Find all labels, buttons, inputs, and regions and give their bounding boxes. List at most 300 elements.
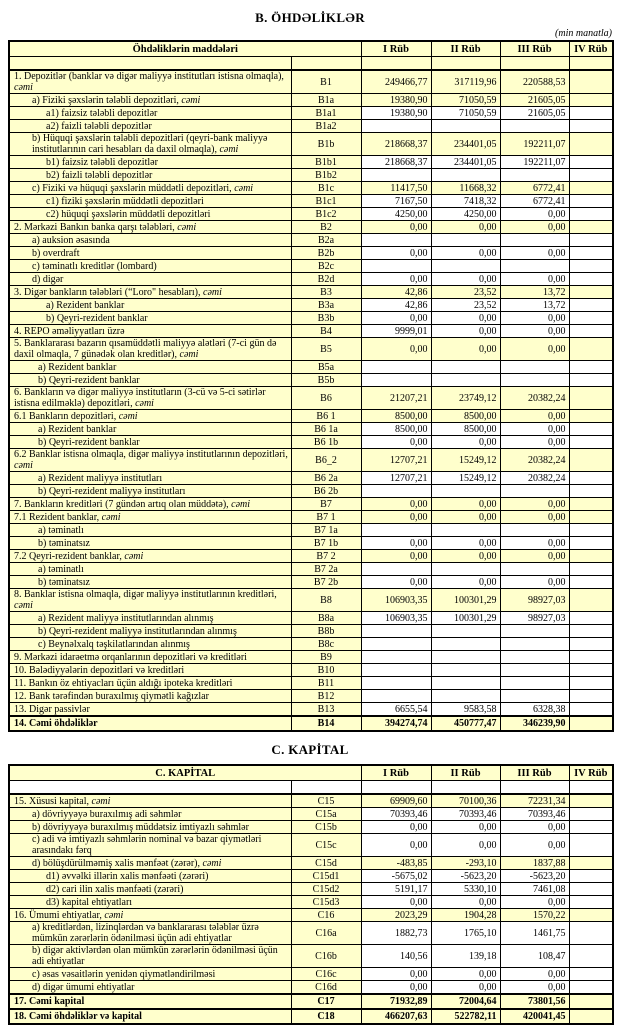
table-row-B6_2 — [9, 449, 613, 472]
row-code: B1c — [291, 182, 361, 195]
value-q4 — [569, 208, 613, 221]
row-label: 11. Bankın öz ehtiyacları üçün aldığı ipoteka kreditləri — [9, 677, 291, 690]
value-q2: 1765,10 — [431, 922, 500, 945]
row-code: B5a — [291, 361, 361, 374]
row-label — [9, 57, 291, 71]
table-row-B7_1b — [9, 537, 613, 550]
row-code: C16 — [291, 909, 361, 922]
row-code: B7 1 — [291, 511, 361, 524]
value-q2: 0,00 — [431, 576, 500, 589]
value-q3: 6328,38 — [500, 703, 569, 717]
value-q4 — [569, 325, 613, 338]
row-code: B5 — [291, 338, 361, 361]
label-italic-suffix: cəmi — [118, 410, 138, 422]
row-code: B8b — [291, 625, 361, 638]
row-label: 3. Digər bankların tələbləri (“Loro" hesabları), cəmi — [9, 286, 291, 299]
value-q4 — [569, 690, 613, 703]
row-code: B1a1 — [291, 107, 361, 120]
value-q1: 0,00 — [361, 247, 431, 260]
value-q4 — [569, 472, 613, 485]
value-q4 — [569, 981, 613, 995]
value-q3: 0,00 — [500, 436, 569, 449]
row-code: B6 — [291, 387, 361, 410]
row-code — [291, 57, 361, 71]
unit-note: (min manatla) — [555, 28, 612, 39]
value-q4 — [569, 909, 613, 922]
row-code: B6_2 — [291, 449, 361, 472]
value-q4 — [569, 94, 613, 107]
value-q4 — [569, 374, 613, 387]
row-label: a) Rezident maliyyə institutları — [9, 472, 291, 485]
row-label: 17. Cəmi kapital — [9, 994, 291, 1009]
value-q2 — [431, 638, 500, 651]
row-label: b) təminatsız — [9, 576, 291, 589]
table-row-B2b — [9, 247, 613, 260]
row-label: d1) əvvəlki illərin xalis mənfəəti (zərəri) — [9, 870, 291, 883]
value-q2: 15249,12 — [431, 449, 500, 472]
value-q4 — [569, 638, 613, 651]
table-row-B5b — [9, 374, 613, 387]
column-header-q1: I Rüb — [361, 765, 431, 781]
spacer-row — [9, 57, 613, 71]
value-q4 — [569, 234, 613, 247]
value-q3: 98927,03 — [500, 589, 569, 612]
value-q4 — [569, 625, 613, 638]
row-label: d) digər ümumi ehtiyatlar — [9, 981, 291, 995]
table-row-B6_1 — [9, 410, 613, 423]
row-code: B6 2b — [291, 485, 361, 498]
row-code: C16d — [291, 981, 361, 995]
value-q1 — [361, 690, 431, 703]
value-q3: 13,72 — [500, 299, 569, 312]
row-label: b) overdraft — [9, 247, 291, 260]
row-label: 1. Depozitlər (banklar və digər maliyyə institutları istisna olmaqla), cəmi — [9, 70, 291, 94]
value-q2: 72004,64 — [431, 994, 500, 1009]
row-label: b1) faizsiz tələbli depozitlər — [9, 156, 291, 169]
value-q1: 0,00 — [361, 981, 431, 995]
value-q2: 234401,05 — [431, 133, 500, 156]
column-header-q1: I Rüb — [361, 41, 431, 57]
row-label: b) Qeyri-rezident maliyyə institutları — [9, 485, 291, 498]
row-code: B12 — [291, 690, 361, 703]
value-q1: 12707,21 — [361, 472, 431, 485]
value-q2: 70393,46 — [431, 808, 500, 821]
value-q2 — [431, 651, 500, 664]
value-q2: 0,00 — [431, 498, 500, 511]
value-q3: 20382,24 — [500, 387, 569, 410]
value-q4 — [569, 883, 613, 896]
value-q1: 0,00 — [361, 896, 431, 909]
value-q2: 5330,10 — [431, 883, 500, 896]
value-q2: 234401,05 — [431, 156, 500, 169]
value-q4 — [569, 896, 613, 909]
value-q1 — [361, 374, 431, 387]
value-q4 — [569, 664, 613, 677]
value-q2: 8500,00 — [431, 423, 500, 436]
row-code: B9 — [291, 651, 361, 664]
value-q1: 1882,73 — [361, 922, 431, 945]
value-q1: 106903,35 — [361, 589, 431, 612]
value-q3: 0,00 — [500, 550, 569, 563]
value-q1 — [361, 485, 431, 498]
value-q2: 71050,59 — [431, 94, 500, 107]
row-code: B1b2 — [291, 169, 361, 182]
value-q1: 0,00 — [361, 498, 431, 511]
table-row-B7 — [9, 498, 613, 511]
table-row-C17 — [9, 994, 613, 1009]
row-code: B1b — [291, 133, 361, 156]
value-q3: 0,00 — [500, 273, 569, 286]
row-label: a) Rezident banklar — [9, 423, 291, 436]
value-q2: 4250,00 — [431, 208, 500, 221]
value-q2: 522782,11 — [431, 1009, 500, 1024]
value-q3 — [500, 361, 569, 374]
value-q3 — [500, 485, 569, 498]
value-q1 — [361, 57, 431, 71]
value-q2: 9583,58 — [431, 703, 500, 717]
value-q4 — [569, 994, 613, 1009]
table-row-C15 — [9, 794, 613, 808]
value-q1 — [361, 234, 431, 247]
section-c-title: C. KAPİTAL — [271, 742, 349, 757]
value-q3: 420041,45 — [500, 1009, 569, 1024]
value-q1: 106903,35 — [361, 612, 431, 625]
value-q1: 8500,00 — [361, 423, 431, 436]
value-q1: 249466,77 — [361, 70, 431, 94]
value-q3 — [500, 690, 569, 703]
value-q3: 13,72 — [500, 286, 569, 299]
table-row-B9 — [9, 651, 613, 664]
value-q1: 218668,37 — [361, 156, 431, 169]
value-q3: 0,00 — [500, 498, 569, 511]
value-q1 — [361, 563, 431, 576]
value-q1: 42,86 — [361, 299, 431, 312]
value-q2 — [431, 374, 500, 387]
value-q1: 0,00 — [361, 537, 431, 550]
value-q4 — [569, 716, 613, 731]
row-label: 10. Bələdiyyələrin depozitləri və kreditləri — [9, 664, 291, 677]
value-q2: 0,00 — [431, 247, 500, 260]
value-q2: 70100,36 — [431, 794, 500, 808]
row-label: 6. Bankların və digər maliyyə institutların (3-cü və 5-ci sətirlər istisna edilməklə) depozitləri, cəmi — [9, 387, 291, 410]
row-code: B6 1 — [291, 410, 361, 423]
table-row-B2a — [9, 234, 613, 247]
table-row-B1b1 — [9, 156, 613, 169]
value-q1 — [361, 120, 431, 133]
value-q2: -293,10 — [431, 857, 500, 870]
value-q4 — [569, 423, 613, 436]
capital-header-row — [9, 765, 613, 781]
value-q3: 6772,41 — [500, 195, 569, 208]
value-q4 — [569, 195, 613, 208]
spacer-row — [9, 781, 613, 795]
row-label: c) adi və imtiyazlı səhmlərin nominal və bazar qiymətləri arasındakı fərq — [9, 834, 291, 857]
table-row-B1c — [9, 182, 613, 195]
row-code — [291, 781, 361, 795]
table-row-B5a — [9, 361, 613, 374]
row-label: b) Qeyri-rezident maliyyə institutlarından alınmış — [9, 625, 291, 638]
table-row-B6_2b — [9, 485, 613, 498]
table-row-B6_1b — [9, 436, 613, 449]
value-q4 — [569, 808, 613, 821]
row-label: d) bölüşdürülməmiş xalis mənfəət (zərər), cəmi — [9, 857, 291, 870]
value-q2 — [431, 260, 500, 273]
row-code: B2d — [291, 273, 361, 286]
value-q1: 12707,21 — [361, 449, 431, 472]
value-q2: 7418,32 — [431, 195, 500, 208]
table-row-C16a — [9, 922, 613, 945]
value-q3 — [500, 651, 569, 664]
value-q2: 23,52 — [431, 299, 500, 312]
value-q1: 71932,89 — [361, 994, 431, 1009]
table-row-B1 — [9, 70, 613, 94]
value-q1: 466207,63 — [361, 1009, 431, 1024]
value-q2: 100301,29 — [431, 612, 500, 625]
value-q4 — [569, 410, 613, 423]
row-label: a2) faizli tələbli depozitlər — [9, 120, 291, 133]
value-q3: 20382,24 — [500, 449, 569, 472]
row-code: B1b1 — [291, 156, 361, 169]
value-q1 — [361, 524, 431, 537]
value-q1: 6655,54 — [361, 703, 431, 717]
row-label: d) digər — [9, 273, 291, 286]
row-code: B14 — [291, 716, 361, 731]
value-q2: 1904,28 — [431, 909, 500, 922]
row-code: C17 — [291, 994, 361, 1009]
value-q2: 0,00 — [431, 981, 500, 995]
row-label: 12. Bank tərəfindən buraxılmış qiymətli kağızlar — [9, 690, 291, 703]
value-q2: 0,00 — [431, 550, 500, 563]
value-q3: 0,00 — [500, 981, 569, 995]
value-q2 — [431, 563, 500, 576]
row-code: B4 — [291, 325, 361, 338]
table-row-B6 — [9, 387, 613, 410]
row-code: B8a — [291, 612, 361, 625]
label-italic-suffix: cəmi — [179, 349, 199, 360]
row-code: B7 — [291, 498, 361, 511]
table-row-B2 — [9, 221, 613, 234]
value-q2 — [431, 169, 500, 182]
row-code: B7 1a — [291, 524, 361, 537]
column-header-q3: III Rüb — [500, 765, 569, 781]
table-row-B3 — [9, 286, 613, 299]
value-q3: 6772,41 — [500, 182, 569, 195]
value-q4 — [569, 537, 613, 550]
value-q1: 394274,74 — [361, 716, 431, 731]
value-q2 — [431, 664, 500, 677]
value-q4 — [569, 260, 613, 273]
table-row-B1b — [9, 133, 613, 156]
value-q3 — [500, 374, 569, 387]
value-q2 — [431, 120, 500, 133]
value-q4 — [569, 781, 613, 795]
row-label: 6.1 Bankların depozitləri, cəmi — [9, 410, 291, 423]
table-row-B5 — [9, 338, 613, 361]
column-header-q4: IV Rüb — [569, 765, 613, 781]
value-q1: 0,00 — [361, 221, 431, 234]
table-row-B8a — [9, 612, 613, 625]
value-q3: 108,47 — [500, 945, 569, 968]
value-q4 — [569, 511, 613, 524]
value-q3: -5623,20 — [500, 870, 569, 883]
table-row-B1a1 — [9, 107, 613, 120]
value-q3 — [500, 638, 569, 651]
value-q1 — [361, 638, 431, 651]
row-code: C15d — [291, 857, 361, 870]
value-q1: 19380,90 — [361, 107, 431, 120]
label-italic-suffix: cəmi — [91, 795, 111, 807]
value-q3: 192211,07 — [500, 156, 569, 169]
row-code: B2 — [291, 221, 361, 234]
row-label: 8. Banklar istisna olmaqla, digər maliyyə institutlarının kreditləri, cəmi — [9, 589, 291, 612]
table-row-B1b2 — [9, 169, 613, 182]
row-label: a) kreditlərdən, lizinqlərdən və banklararası tələblər üzrə mümkün zərərlərin ödənilməsi üçün adi ehtiyatlar — [9, 922, 291, 945]
value-q3 — [500, 781, 569, 795]
value-q4 — [569, 794, 613, 808]
table-row-B1a2 — [9, 120, 613, 133]
row-label: 7. Bankların kreditləri (7 gündən artıq olan müddətə), cəmi — [9, 498, 291, 511]
value-q1: 7167,50 — [361, 195, 431, 208]
value-q3: 1461,75 — [500, 922, 569, 945]
value-q2 — [431, 57, 500, 71]
value-q2: 11668,32 — [431, 182, 500, 195]
value-q2: 71050,59 — [431, 107, 500, 120]
value-q1 — [361, 260, 431, 273]
value-q1: 218668,37 — [361, 133, 431, 156]
value-q2: 0,00 — [431, 834, 500, 857]
value-q2: 0,00 — [431, 221, 500, 234]
table-row-B6_2a — [9, 472, 613, 485]
value-q1: 0,00 — [361, 511, 431, 524]
table-row-B14 — [9, 716, 613, 731]
row-label: b) təminatsız — [9, 537, 291, 550]
value-q2: -5623,20 — [431, 870, 500, 883]
row-label: b) dövriyyəyə buraxılmış müddətsiz imtiyazlı səhmlər — [9, 821, 291, 834]
value-q1: 0,00 — [361, 834, 431, 857]
value-q2: 100301,29 — [431, 589, 500, 612]
table-row-B1c1 — [9, 195, 613, 208]
value-q3: 0,00 — [500, 338, 569, 361]
row-label: 14. Cəmi öhdəliklər — [9, 716, 291, 731]
row-label: d3) kapital ehtiyatları — [9, 896, 291, 909]
row-label: b2) faizli tələbli depozitlər — [9, 169, 291, 182]
row-code: B7 2b — [291, 576, 361, 589]
value-q1: 0,00 — [361, 576, 431, 589]
row-label: 4. REPO əməliyyatları üzrə — [9, 325, 291, 338]
row-label: a) təminatlı — [9, 563, 291, 576]
label-italic-suffix: cəmi — [202, 857, 222, 869]
value-q1: 19380,90 — [361, 94, 431, 107]
row-label: b) Hüquqi şəxslərin tələbli depozitləri (qeyri-bank maliyyə institutlarının cari hesabları da daxil olmaqla), cəmi — [9, 133, 291, 156]
value-q4 — [569, 968, 613, 981]
table-row-B7_1a — [9, 524, 613, 537]
value-q4 — [569, 57, 613, 71]
value-q1 — [361, 664, 431, 677]
value-q4 — [569, 857, 613, 870]
value-q3: 98927,03 — [500, 612, 569, 625]
value-q3: 0,00 — [500, 312, 569, 325]
row-code: B2c — [291, 260, 361, 273]
value-q4 — [569, 589, 613, 612]
table-row-C15d1 — [9, 870, 613, 883]
value-q2: 0,00 — [431, 325, 500, 338]
value-q2: 317119,96 — [431, 70, 500, 94]
value-q3 — [500, 664, 569, 677]
row-label: a) Rezident maliyyə institutlarından alınmış — [9, 612, 291, 625]
value-q1: 11417,50 — [361, 182, 431, 195]
row-code: C15a — [291, 808, 361, 821]
value-q3: 21605,05 — [500, 94, 569, 107]
row-code: C16c — [291, 968, 361, 981]
column-header-q3: III Rüb — [500, 41, 569, 57]
value-q2: 23749,12 — [431, 387, 500, 410]
table-row-B12 — [9, 690, 613, 703]
value-q3: 0,00 — [500, 410, 569, 423]
row-code: B2a — [291, 234, 361, 247]
value-q1: 9999,01 — [361, 325, 431, 338]
capital-table — [8, 764, 614, 1025]
value-q3 — [500, 120, 569, 133]
row-label: 9. Mərkəzi idarəetmə orqanlarının depozitləri və kreditləri — [9, 651, 291, 664]
value-q1 — [361, 361, 431, 374]
column-header-items: Öhdəliklərin maddələri — [9, 41, 361, 57]
value-q4 — [569, 821, 613, 834]
value-q3: 0,00 — [500, 576, 569, 589]
value-q1 — [361, 169, 431, 182]
value-q2 — [431, 690, 500, 703]
row-label: 13. Digər passivlər — [9, 703, 291, 717]
row-label: a1) faizsiz tələbli depozitlər — [9, 107, 291, 120]
label-italic-suffix: cəmi — [203, 286, 222, 298]
value-q4 — [569, 156, 613, 169]
value-q1 — [361, 677, 431, 690]
value-q3: 0,00 — [500, 896, 569, 909]
row-code: B6 1b — [291, 436, 361, 449]
row-label: d2) cari ilin xalis mənfəəti (zərəri) — [9, 883, 291, 896]
row-label: 5. Banklararası bazarın qısamüddətli maliyyə alətləri (7-ci gün də daxil olmaqla, 7 günədək olan kreditlər), cəmi — [9, 338, 291, 361]
value-q4 — [569, 834, 613, 857]
value-q2: 450777,47 — [431, 716, 500, 731]
value-q4 — [569, 612, 613, 625]
value-q4 — [569, 498, 613, 511]
table-row-B3b — [9, 312, 613, 325]
row-label: a) Fiziki şəxslərin tələbli depozitləri, cəmi — [9, 94, 291, 107]
label-italic-suffix: cəmi — [101, 511, 121, 523]
value-q4 — [569, 120, 613, 133]
row-code: B5b — [291, 374, 361, 387]
value-q4 — [569, 703, 613, 717]
value-q1: 0,00 — [361, 338, 431, 361]
value-q3: 0,00 — [500, 221, 569, 234]
value-q2 — [431, 234, 500, 247]
value-q2: 139,18 — [431, 945, 500, 968]
label-italic-suffix: cəmi — [135, 398, 154, 409]
value-q1: 5191,17 — [361, 883, 431, 896]
row-code: B8 — [291, 589, 361, 612]
column-header-capital: C. KAPİTAL — [9, 765, 361, 781]
value-q3: 70393,46 — [500, 808, 569, 821]
value-q1: 21207,21 — [361, 387, 431, 410]
table-row-B8b — [9, 625, 613, 638]
value-q2 — [431, 524, 500, 537]
value-q4 — [569, 247, 613, 260]
value-q3 — [500, 563, 569, 576]
row-code: C16b — [291, 945, 361, 968]
row-code: B3b — [291, 312, 361, 325]
table-row-B2c — [9, 260, 613, 273]
value-q2: 0,00 — [431, 436, 500, 449]
row-code: C15c — [291, 834, 361, 857]
